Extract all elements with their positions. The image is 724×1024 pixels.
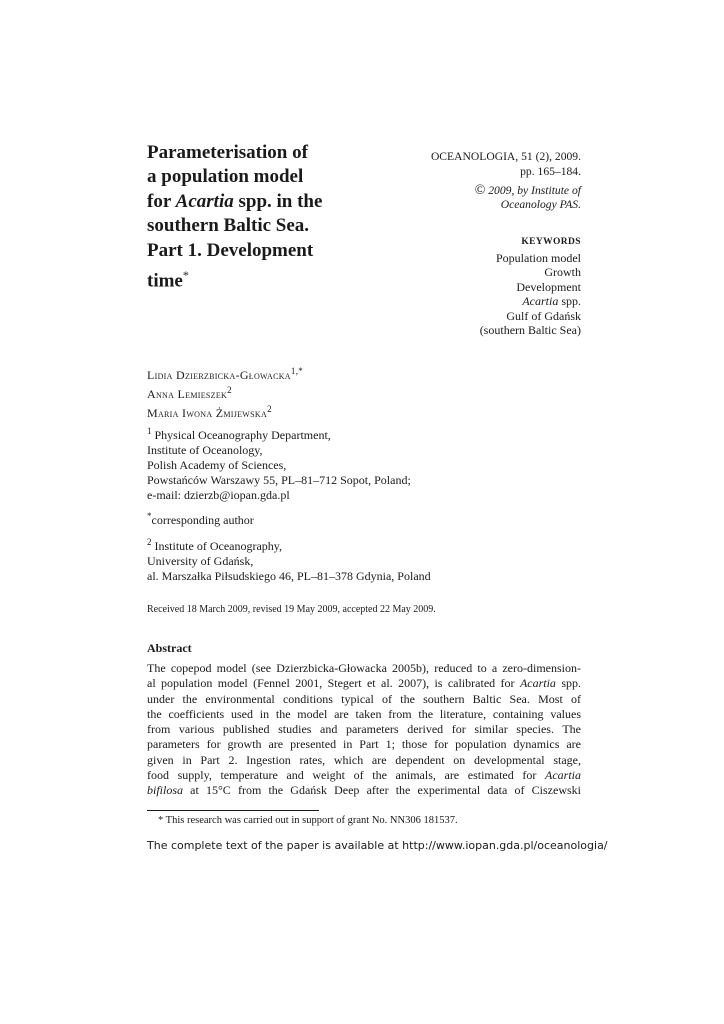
- title-line: [147, 190, 377, 214]
- keyword-item: Development: [516, 279, 581, 294]
- abstract-line: the coefficients used in the model are taken from the literature, containing values: [147, 706, 581, 721]
- author-mark: 2: [227, 385, 232, 395]
- title-line: a population model: [147, 166, 304, 188]
- title-footnote-mark: *: [182, 268, 189, 283]
- received-dates: Received 18 March 2009, revised 19 May 2009, accepted 22 May 2009.: [147, 604, 436, 615]
- author-list: [147, 364, 303, 421]
- email: [147, 488, 290, 503]
- keyword-item: [480, 294, 581, 309]
- author-mark: 1,*: [290, 366, 304, 376]
- keywords-heading: KEYWORDS: [521, 237, 581, 247]
- abstract-text: spp.: [555, 676, 581, 691]
- abstract-line: given in Part 2. Ingestion rates, which are dependent on developmental stage,: [147, 752, 581, 767]
- affiliation-text: Institute of Oceanography,: [151, 539, 283, 553]
- keyword-item: Population model: [496, 250, 581, 265]
- abstract-line: under the environmental conditions typical of the southern Baltic Sea. Most of: [147, 691, 581, 706]
- author-name: [147, 402, 303, 421]
- affiliation-line: University of Gdańsk,: [147, 554, 254, 568]
- abstract-genus: Acartia: [545, 768, 581, 783]
- keyword-rest: spp.: [558, 294, 581, 308]
- corresponding-text: corresponding author: [151, 513, 254, 527]
- footnote-rule: [147, 810, 319, 811]
- corresponding-line: [147, 509, 254, 528]
- title-genus: Acartia: [175, 190, 234, 212]
- copyright-line: [475, 184, 581, 198]
- copyright: [475, 184, 581, 212]
- keywords-block: [480, 235, 581, 338]
- corresponding-author: [147, 509, 254, 528]
- journal-citation: [431, 150, 581, 179]
- title-text: time: [147, 270, 183, 292]
- corresponding-mark: *: [147, 511, 152, 521]
- affiliation-line: Institute of Oceanology,: [147, 443, 263, 457]
- abstract-heading: Abstract: [147, 641, 192, 655]
- affiliation-line: [147, 424, 411, 443]
- abstract-line: [147, 676, 581, 691]
- title-line: southern Baltic Sea.: [147, 215, 310, 237]
- email-text: e-mail: dzierzb@iopan.gda.pl: [147, 488, 290, 502]
- affiliation-2: [147, 535, 431, 584]
- keyword-genus: Acartia: [522, 294, 559, 308]
- abstract-species: bifilosa: [147, 783, 184, 798]
- abstract-line: from various published studies and parameters derived for similar species. The: [147, 722, 581, 737]
- keyword-item: Gulf of Gdańsk: [506, 308, 581, 323]
- author-text: Lidia Dzierzbicka-Głowacka: [147, 368, 291, 382]
- author-text: Maria Iwona Żmijewska: [147, 406, 268, 420]
- citation-pages: pp. 165–184.: [520, 164, 581, 178]
- copyright-text: 2009, by Institute of: [485, 184, 581, 197]
- title-line: Part 1. Development: [147, 239, 314, 261]
- abstract-text: at 15°C from the Gdańsk Deep after the experimental data of Ciszewski: [183, 783, 581, 798]
- title-text: for: [147, 190, 176, 212]
- title-line: [147, 263, 377, 294]
- abstract-line: The copepod model (see Dzierzbicka-Głowacka 2005b), reduced to a zero-dimension-: [147, 661, 581, 675]
- abstract-body: [147, 661, 581, 799]
- copyright-line: Oceanology PAS.: [500, 198, 581, 211]
- keyword-item: (southern Baltic Sea): [479, 323, 581, 337]
- abstract-line: [147, 783, 581, 798]
- author-name: [147, 383, 303, 402]
- affiliation-text: Physical Oceanography Department,: [151, 428, 331, 442]
- footnote: * This research was carried out in support of grant No. NN306 181537.: [158, 815, 458, 826]
- citation-line: OCEANOLOGIA, 51 (2), 2009.: [430, 150, 581, 163]
- affiliation-mark: 2: [147, 537, 152, 547]
- affiliation-1: [147, 424, 411, 488]
- abstract-text: al population model (Fennel 2001, Stegert et al. 2007), is calibrated for: [147, 676, 520, 691]
- affiliation-line: Powstańców Warszawy 55, PL–81–712 Sopot, Poland;: [147, 473, 411, 487]
- title-text: spp. in the: [233, 190, 323, 212]
- paper-title: [147, 141, 377, 294]
- affiliation-line: al. Marszałka Piłsudskiego 46, PL–81–378 Gdynia, Poland: [147, 569, 431, 583]
- abstract-text: food supply, temperature and weight of the animals, are estimated for: [147, 768, 545, 783]
- affiliation-line: Polish Academy of Sciences,: [147, 458, 287, 472]
- title-line: Parameterisation of: [147, 142, 308, 163]
- author-name: [147, 364, 303, 383]
- author-mark: 2: [267, 404, 272, 414]
- abstract-line: parameters for growth are presented in Part 1; those for population dynamics are: [147, 737, 581, 752]
- author-text: Anna Lemieszek: [147, 387, 228, 401]
- keyword-item: Growth: [544, 265, 581, 279]
- abstract-genus: Acartia: [519, 676, 556, 691]
- fulltext-note: The complete text of the paper is available at http://www.iopan.gda.pl/oceanologia/: [147, 839, 608, 852]
- affiliation-line: [147, 535, 431, 554]
- affiliation-mark: 1: [147, 426, 152, 436]
- abstract-line: [147, 768, 581, 783]
- copyright-symbol: ©: [474, 183, 486, 198]
